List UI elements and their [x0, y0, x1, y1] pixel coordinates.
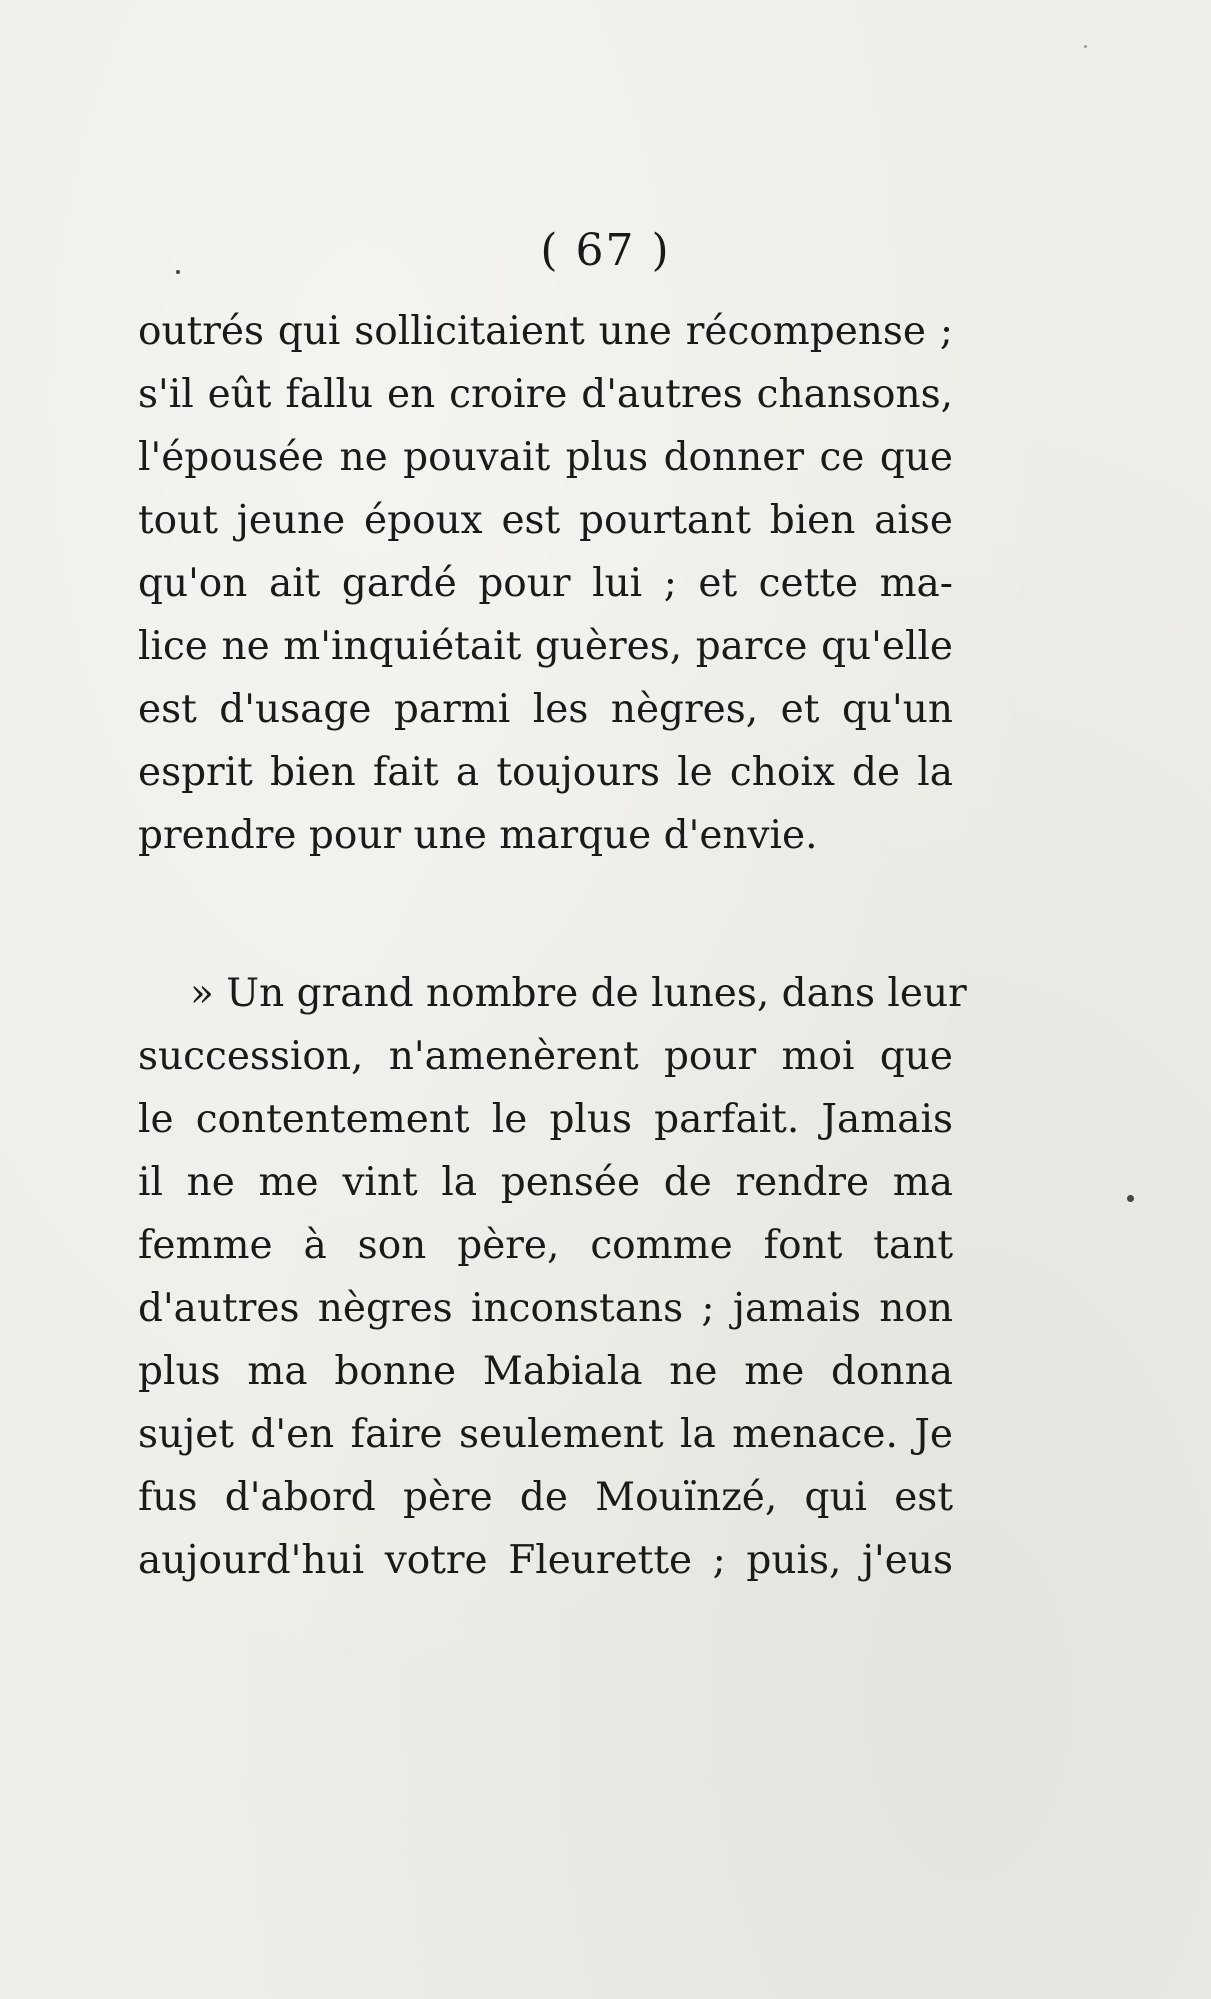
- text-line: tout jeune époux est pourtant bien aise: [138, 498, 953, 543]
- ink-speck: [1084, 45, 1087, 48]
- text-line: esprit bien fait a toujours le choix de la: [138, 750, 953, 795]
- ink-speck: [176, 270, 180, 274]
- text-line: est d'usage parmi les nègres, et qu'un: [138, 687, 953, 732]
- text-line: femme à son père, comme font tant: [138, 1223, 953, 1268]
- text-line: succession, n'amenèrent pour moi que: [138, 1034, 953, 1079]
- text-line: qu'on ait gardé pour lui ; et cette ma-: [138, 561, 953, 606]
- text-line: il ne me vint la pensée de rendre ma: [138, 1160, 953, 1205]
- text-line: s'il eût fallu en croire d'autres chansons,: [138, 372, 953, 417]
- paragraph-2: [138, 962, 967, 1592]
- text-line: sujet d'en faire seulement la menace. Je: [138, 1412, 953, 1457]
- text-line: lice ne m'inquiétait guères, parce qu'elle: [138, 624, 953, 669]
- body-text: [138, 300, 967, 1592]
- text-line: outrés qui sollicitaient une récompense ;: [138, 309, 953, 354]
- text-line: aujourd'hui votre Fleurette ; puis, j'eus: [138, 1538, 953, 1583]
- ink-speck: [1127, 1195, 1134, 1202]
- text-line: » Un grand nombre de lunes, dans leur: [190, 971, 967, 1016]
- text-line: l'épousée ne pouvait plus donner ce que: [138, 435, 953, 480]
- page-number: ( 67 ): [540, 225, 671, 276]
- text-line: d'autres nègres inconstans ; jamais non: [138, 1286, 953, 1331]
- text-line: fus d'abord père de Mouïnzé, qui est: [138, 1475, 953, 1520]
- paragraph-spacer: [138, 867, 953, 962]
- text-line: le contentement le plus parfait. Jamais: [138, 1097, 953, 1142]
- text-line: prendre pour une marque d'envie.: [138, 813, 818, 858]
- paragraph-1: [138, 300, 953, 867]
- text-line: plus ma bonne Mabiala ne me donna: [138, 1349, 953, 1394]
